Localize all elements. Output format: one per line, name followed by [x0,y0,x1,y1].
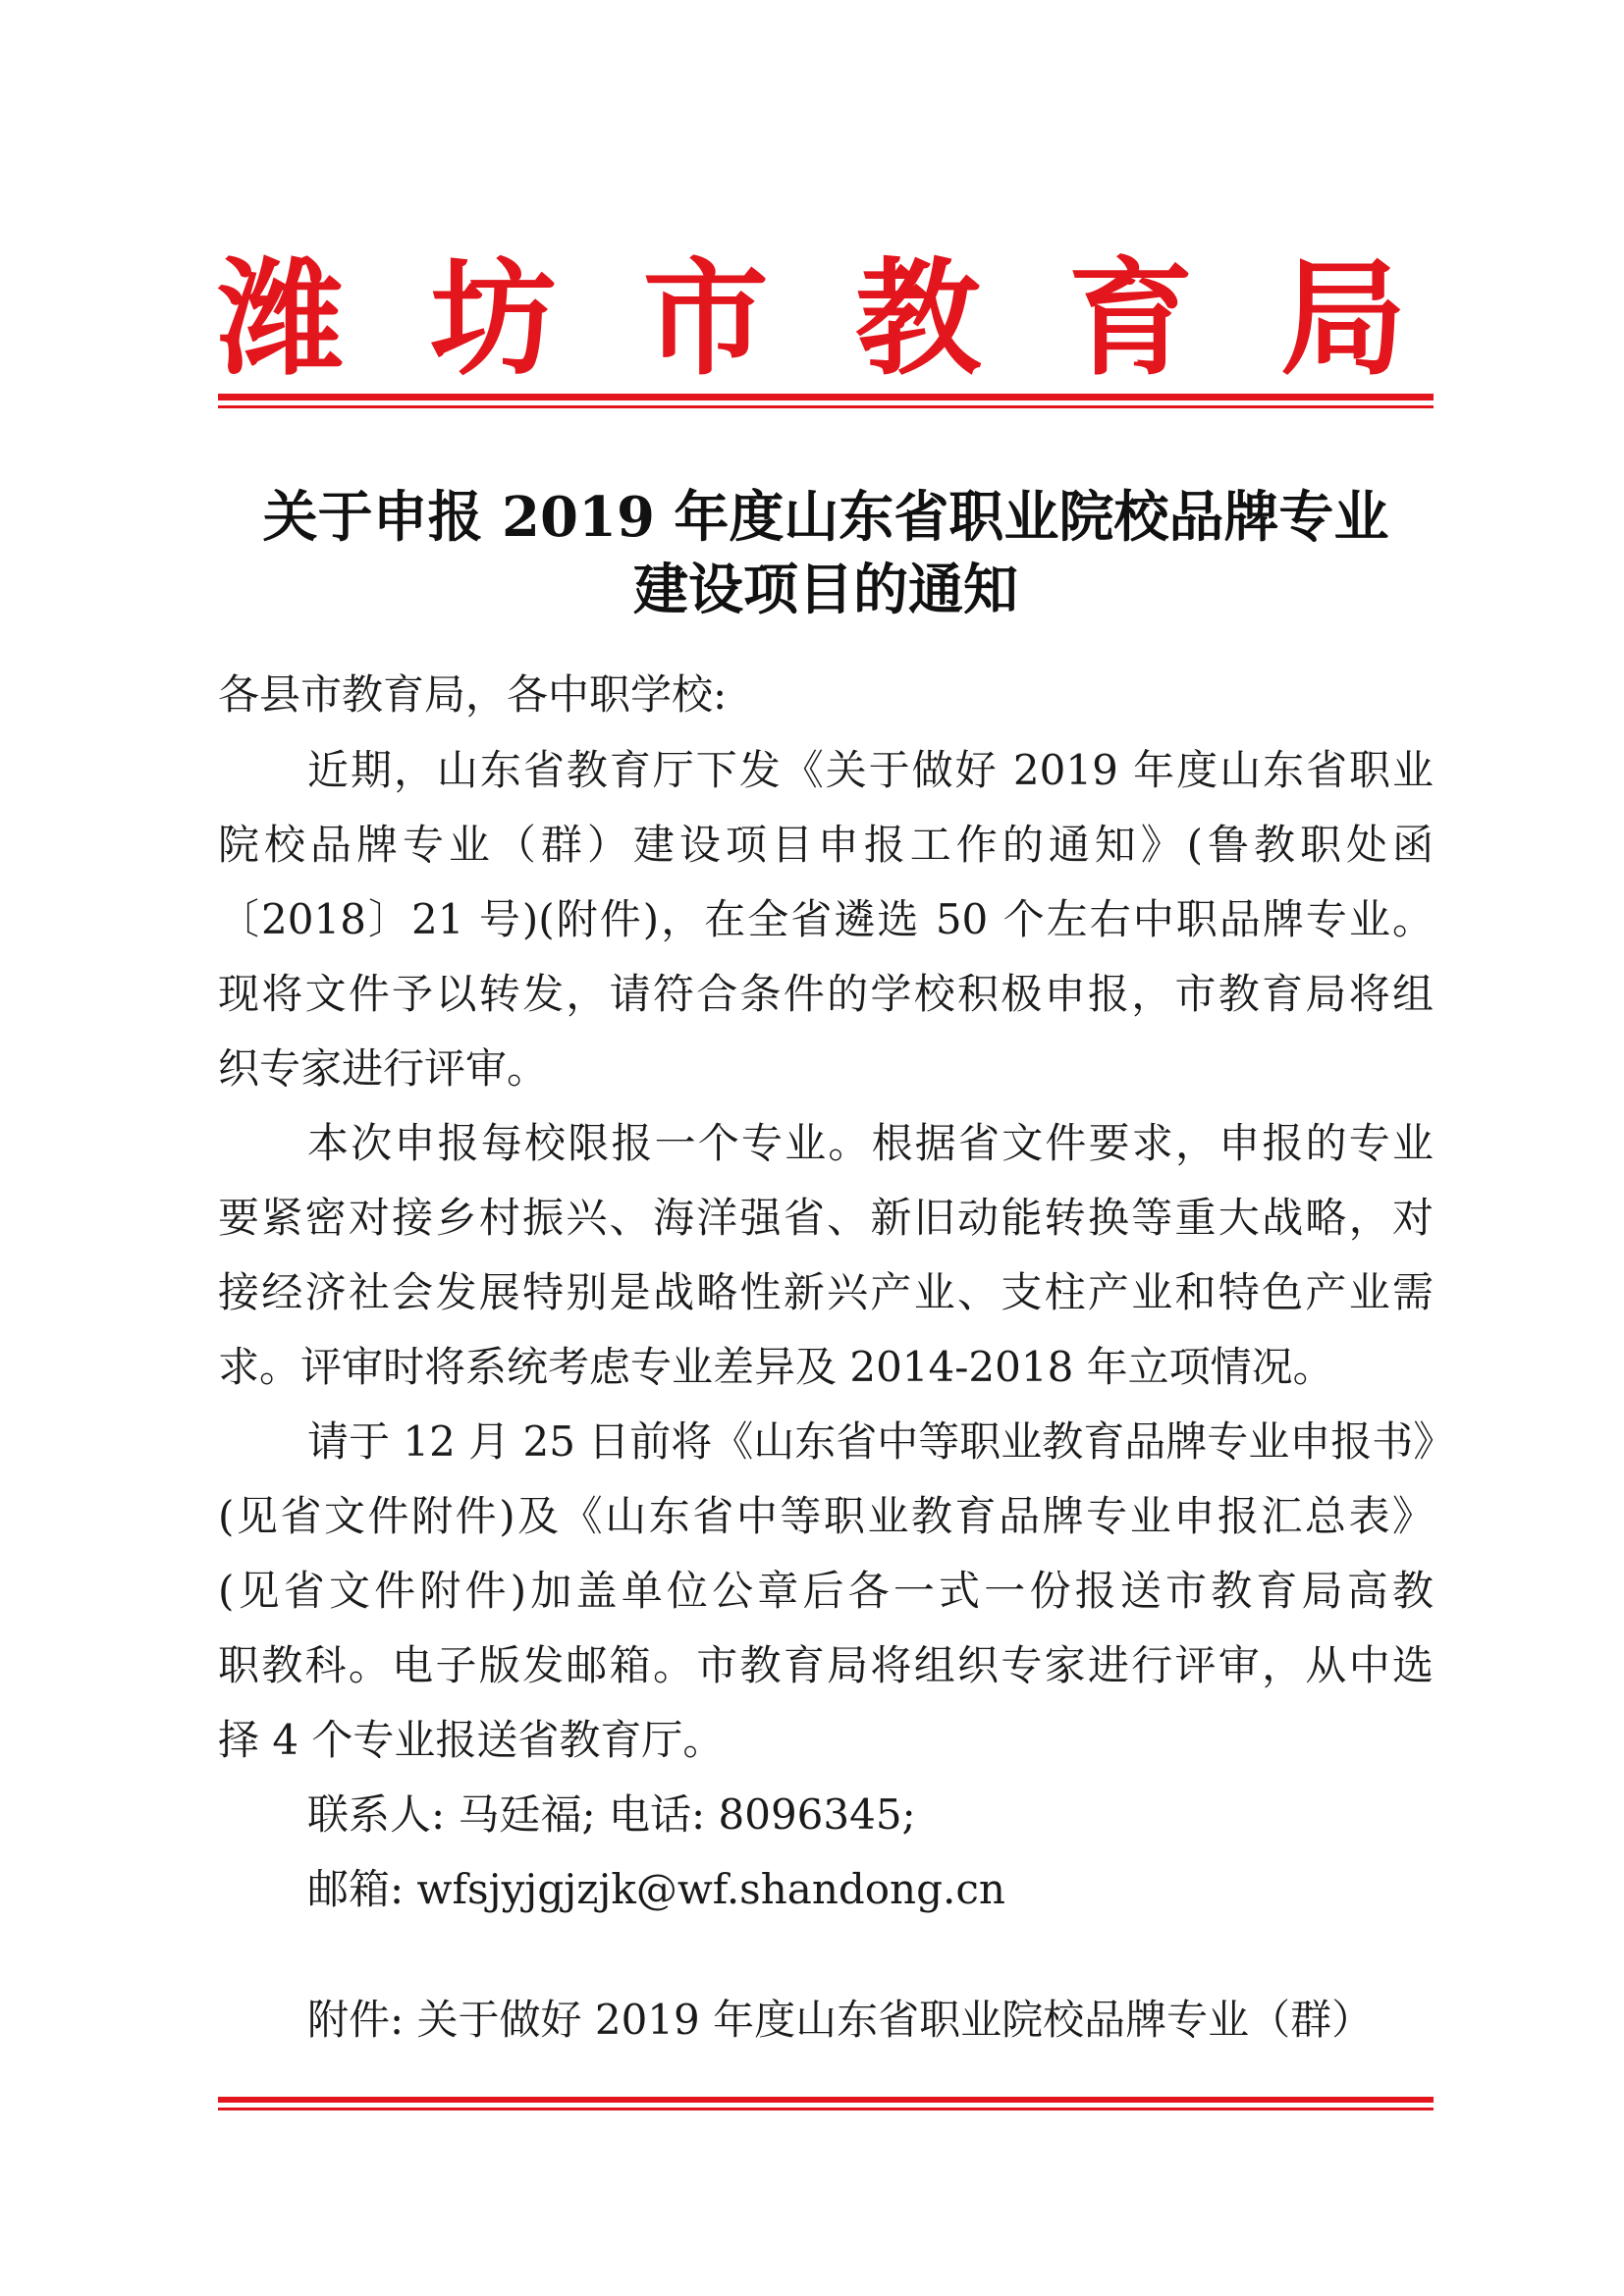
footer-red-rule-thick [218,2097,1434,2103]
paragraph-line: 〔2018〕21 号)(附件)，在全省遴选 50 个左右中职品牌专业。 [218,895,1434,943]
paragraph-line: 职教科。电子版发邮箱。市教育局将组织专家进行评审，从中选 [218,1641,1434,1689]
attachment-line: 附件: 关于做好 2019 年度山东省职业院校品牌专业（群） [307,1996,1374,2044]
header-char: 育 [1067,245,1194,393]
salutation: 各县市教育局，各中职学校: [218,670,728,719]
paragraph-line: 本次申报每校限报一个专业。根据省文件要求，申报的专业 [307,1119,1434,1167]
header-char: 潍 [218,245,345,393]
document-title-line1: 关于申报 2019 年度山东省职业院校品牌专业 [262,485,1389,550]
header-red-rule-thick [218,394,1434,400]
header-char: 坊 [430,245,557,393]
paragraph-line: 现将文件予以转发，请符合条件的学校积极申报，市教育局将组 [218,970,1434,1018]
paragraph-line: 要紧密对接乡村振兴、海洋强省、新旧动能转换等重大战略，对 [218,1194,1434,1242]
header-char: 市 [642,245,769,393]
header-char: 教 [855,245,982,393]
footer-red-rule-thin [218,2108,1434,2110]
paragraph-line: 织专家进行评审。 [218,1044,549,1093]
contact-email-line: 邮箱: wfsjyjgjzjk@wf.shandong.cn [307,1865,1005,1913]
paragraph-line: 请于 12 月 25 日前将《山东省中等职业教育品牌专业申报书》 [307,1417,1455,1466]
paragraph-line: 求。评审时将系统考虑专业差异及 2014-2018 年立项情况。 [218,1343,1334,1391]
paragraph-line: 接经济社会发展特别是战略性新兴产业、支柱产业和特色产业需 [218,1268,1434,1316]
paragraph-line: (见省文件附件)加盖单位公章后各一式一份报送市教育局高教 [218,1567,1434,1615]
document-title-line2: 建设项目的通知 [633,558,1018,622]
header-char: 局 [1279,245,1406,393]
header-red-rule-thin [218,405,1434,408]
paragraph-line: (见省文件附件)及《山东省中等职业教育品牌专业申报汇总表》 [218,1492,1434,1540]
issuing-organization-header [218,245,1406,393]
contact-person-line: 联系人: 马廷福; 电话: 8096345; [307,1790,916,1839]
paragraph-line: 择 4 个专业报送省教育厅。 [218,1716,725,1764]
paragraph-line: 近期，山东省教育厅下发《关于做好 2019 年度山东省职业 [307,746,1434,794]
paragraph-line: 院校品牌专业（群）建设项目申报工作的通知》(鲁教职处函 [218,821,1434,869]
